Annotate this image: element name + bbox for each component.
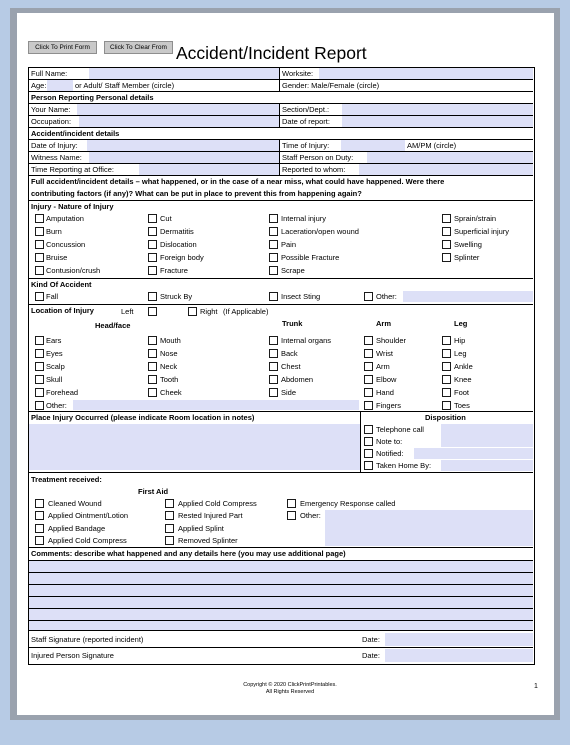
date-report-label: Date of report: [282, 117, 330, 126]
divider [29, 630, 533, 631]
col-divider [279, 68, 280, 79]
right-checkbox[interactable] [188, 307, 197, 316]
superficial-injury-checkbox[interactable] [442, 227, 451, 236]
time-injury-field[interactable] [341, 140, 405, 151]
scrape-checkbox[interactable] [269, 266, 278, 275]
divider [29, 278, 533, 279]
note-to-field[interactable] [441, 424, 533, 447]
treatment-header: Treatment received: [31, 475, 102, 484]
swelling-checkbox[interactable] [442, 240, 451, 249]
head-other-checkbox[interactable] [35, 401, 44, 410]
left-checkbox[interactable] [148, 307, 157, 316]
dislocation-checkbox[interactable] [148, 240, 157, 249]
elbow-label: Elbow [376, 375, 397, 384]
pain-label: Pain [281, 240, 297, 249]
treatment-other-label: Other: [300, 511, 321, 520]
side-label: Side [281, 388, 297, 397]
your-name-field[interactable] [77, 104, 279, 115]
occupation-label: Occupation: [31, 117, 72, 126]
hand-label: Hand [376, 388, 394, 397]
shoulder-checkbox[interactable] [364, 336, 373, 345]
nose-checkbox[interactable] [148, 349, 157, 358]
arm-item-label: Arm [376, 362, 390, 371]
cleaned-wound-checkbox[interactable] [35, 499, 44, 508]
clear-form-button[interactable]: Click To Clear From [104, 41, 173, 54]
rested-label: Rested Injured Part [178, 511, 243, 520]
hip-checkbox[interactable] [442, 336, 451, 345]
your-name-label: Your Name: [31, 105, 71, 114]
scalp-checkbox[interactable] [35, 362, 44, 371]
treatment-other-checkbox[interactable] [287, 511, 296, 520]
accident-report-form [28, 67, 535, 665]
forehead-checkbox[interactable] [35, 388, 44, 397]
eyes-checkbox[interactable] [35, 349, 44, 358]
elbow-checkbox[interactable] [364, 375, 373, 384]
emergency-label: Emergency Response called [300, 499, 396, 508]
laceration-checkbox[interactable] [269, 227, 278, 236]
right-label: Right [200, 307, 218, 316]
foot-checkbox[interactable] [442, 388, 451, 397]
staff-duty-label: Staff Person on Duty: [282, 153, 354, 162]
laceration-label: Laceration/open wound [281, 227, 359, 236]
sprain-label: Sprain/strain [454, 214, 497, 223]
taken-home-checkbox[interactable] [364, 461, 373, 470]
page-number: 1 [534, 683, 538, 690]
back-label: Back [281, 349, 298, 358]
comment-line [29, 572, 533, 573]
leg-checkbox[interactable] [442, 349, 451, 358]
witness-field[interactable] [89, 152, 279, 163]
fracture-checkbox[interactable] [148, 266, 157, 275]
burn-label: Burn [46, 227, 62, 236]
col-divider [279, 104, 280, 127]
leg-item-label: Leg [454, 349, 467, 358]
head-other-field[interactable] [73, 400, 359, 410]
hand-checkbox[interactable] [364, 388, 373, 397]
skull-label: Skull [46, 375, 63, 384]
chest-checkbox[interactable] [269, 362, 278, 371]
rights-text: All Rights Reserved [265, 689, 315, 695]
splint-checkbox[interactable] [165, 524, 174, 533]
sprain-checkbox[interactable] [442, 214, 451, 223]
reported-to-field[interactable] [359, 164, 533, 175]
adult-staff-label: or Adult/ Staff Member (circle) [75, 81, 175, 90]
neck-checkbox[interactable] [148, 362, 157, 371]
telephone-call-label: Telephone call [376, 425, 424, 434]
possible-fracture-label: Possible Fracture [281, 253, 340, 262]
first-aid-label: First Aid [138, 487, 169, 496]
dislocation-label: Dislocation [160, 240, 197, 249]
col-divider [279, 140, 280, 175]
ampm-label: AM/PM (circle) [407, 141, 457, 150]
cut-label: Cut [160, 214, 172, 223]
injured-date-label: Date: [362, 651, 380, 660]
place-header: Place Injury Occurred (please indicate Room location in notes) [31, 413, 255, 422]
place-notes-field[interactable] [29, 424, 360, 470]
neck-label: Neck [160, 362, 178, 371]
toes-label: Toes [454, 401, 470, 410]
burn-checkbox[interactable] [35, 227, 44, 236]
internal-organs-label: Internal organs [281, 336, 332, 345]
eyes-label: Eyes [46, 349, 63, 358]
cut-checkbox[interactable] [148, 214, 157, 223]
ointment-checkbox[interactable] [35, 511, 44, 520]
head-face-label: Head/face [95, 321, 131, 330]
date-injury-field[interactable] [87, 140, 279, 151]
scrape-label: Scrape [281, 266, 305, 275]
nose-label: Nose [160, 349, 178, 358]
cold-compress-2-label: Applied Cold Compress [178, 499, 257, 508]
possible-fracture-checkbox[interactable] [269, 253, 278, 262]
comment-line [29, 596, 533, 597]
skull-checkbox[interactable] [35, 375, 44, 384]
scalp-label: Scalp [46, 362, 65, 371]
taken-home-label: Taken Home By: [376, 461, 432, 470]
concussion-label: Concussion [46, 240, 86, 249]
section-label: Section/Dept.: [282, 105, 330, 114]
fracture-label: Fracture [160, 266, 188, 275]
head-other-label: Other: [46, 401, 67, 410]
internal-injury-checkbox[interactable] [269, 214, 278, 223]
struck-by-label: Struck By [160, 292, 193, 301]
ointment-label: Applied Ointment/Lotion [48, 511, 129, 520]
cold-compress-label: Applied Cold Compress [48, 536, 127, 545]
concussion-checkbox[interactable] [35, 240, 44, 249]
dermatitis-checkbox[interactable] [148, 227, 157, 236]
knee-label: Knee [454, 375, 472, 384]
fall-checkbox[interactable] [35, 292, 44, 301]
trunk-label: Trunk [282, 319, 303, 328]
occupation-field[interactable] [79, 116, 279, 127]
side-checkbox[interactable] [269, 388, 278, 397]
foreign-body-checkbox[interactable] [148, 253, 157, 262]
if-applicable-label: (If Applicable) [223, 307, 269, 316]
wrist-checkbox[interactable] [364, 349, 373, 358]
cold-compress-checkbox[interactable] [35, 536, 44, 545]
insect-sting-label: Insect Sting [281, 292, 321, 301]
kind-header: Kind Of Accident [31, 280, 92, 289]
bruise-checkbox[interactable] [35, 253, 44, 262]
amputation-label: Amputation [46, 214, 84, 223]
dermatitis-label: Dermatitis [160, 227, 194, 236]
insect-sting-checkbox[interactable] [269, 292, 278, 301]
fingers-label: Fingers [376, 401, 402, 410]
abdomen-label: Abdomen [281, 375, 314, 384]
notified-field[interactable] [414, 448, 533, 459]
telephone-call-checkbox[interactable] [364, 425, 373, 434]
full-details-line-1: Full accident/incident details – what happened, or in the case of a near miss, what could have happened. Were there [31, 177, 445, 186]
comments-header: Comments: describe what happened and any details here (you may use additional page) [31, 549, 346, 558]
foreign-body-label: Foreign body [160, 253, 204, 262]
divider [29, 304, 533, 305]
tooth-checkbox[interactable] [148, 375, 157, 384]
splint-label: Applied Splint [178, 524, 224, 533]
internal-organs-checkbox[interactable] [269, 336, 278, 345]
treatment-other-field[interactable] [325, 510, 533, 546]
print-form-button[interactable]: Click To Print Form [28, 41, 97, 54]
injury-header: Injury - Nature of Injury [31, 202, 114, 211]
pain-checkbox[interactable] [269, 240, 278, 249]
tooth-label: Tooth [160, 375, 179, 384]
abdomen-checkbox[interactable] [269, 375, 278, 384]
internal-injury-label: Internal injury [281, 214, 327, 223]
mouth-label: Mouth [160, 336, 181, 345]
cheek-label: Cheek [160, 388, 182, 397]
date-injury-label: Date of Injury: [31, 141, 78, 150]
foot-label: Foot [454, 388, 470, 397]
divider [29, 472, 533, 473]
kind-other-label: Other: [376, 292, 397, 301]
age-field[interactable] [47, 80, 73, 91]
note-to-label: Note to: [376, 437, 403, 446]
incident-header: Accident/incident details [31, 129, 120, 138]
reporting-header: Person Reporting Personal details [31, 93, 154, 102]
superficial-injury-label: Superficial injury [454, 227, 510, 236]
ears-checkbox[interactable] [35, 336, 44, 345]
bandage-checkbox[interactable] [35, 524, 44, 533]
fall-label: Fall [46, 292, 59, 301]
comment-line [29, 608, 533, 609]
arm-checkbox[interactable] [364, 362, 373, 371]
col-divider [360, 411, 361, 473]
disposition-header: Disposition [425, 413, 466, 422]
full-details-line-2: contributing factors (if any)? What can be put in place to prevent this from happening again? [31, 189, 362, 198]
comment-line [29, 584, 533, 585]
witness-label: Witness Name: [31, 153, 82, 162]
emergency-checkbox[interactable] [287, 499, 296, 508]
notified-checkbox[interactable] [364, 449, 373, 458]
removed-splinter-label: Removed Splinter [178, 536, 238, 545]
full-name-field[interactable] [89, 68, 279, 79]
wrist-label: Wrist [376, 349, 393, 358]
bandage-label: Applied Bandage [48, 524, 106, 533]
full-name-label: Full Name: [31, 69, 68, 78]
hip-label: Hip [454, 336, 466, 345]
worksite-label: Worksite: [282, 69, 314, 78]
rested-checkbox[interactable] [165, 511, 174, 520]
fingers-checkbox[interactable] [364, 401, 373, 410]
staff-date-label: Date: [362, 635, 380, 644]
footer [215, 682, 365, 696]
forehead-label: Forehead [46, 388, 79, 397]
time-reporting-label: Time Reporting at Office: [31, 165, 114, 174]
splinter-checkbox[interactable] [442, 253, 451, 262]
section-field[interactable] [342, 104, 533, 115]
comment-line [29, 620, 533, 621]
ears-label: Ears [46, 336, 62, 345]
left-label: Left [121, 307, 134, 316]
chest-label: Chest [281, 362, 301, 371]
staff-signature-label: Staff Signature (reported incident) [31, 635, 144, 644]
kind-other-field[interactable] [403, 291, 533, 302]
swelling-label: Swelling [454, 240, 482, 249]
col-divider [279, 80, 280, 91]
contusion-label: Contusion/crush [46, 266, 101, 275]
toes-checkbox[interactable] [442, 401, 451, 410]
staff-duty-field[interactable] [367, 152, 533, 163]
splinter-label: Splinter [454, 253, 480, 262]
kind-other-checkbox[interactable] [364, 292, 373, 301]
gender-label: Gender: Male/Female (circle) [282, 81, 380, 90]
ankle-label: Ankle [454, 362, 473, 371]
date-report-field[interactable] [342, 116, 533, 127]
cheek-checkbox[interactable] [148, 388, 157, 397]
struck-by-checkbox[interactable] [148, 292, 157, 301]
divider [29, 647, 533, 648]
form-title: Accident/Incident Report [176, 43, 367, 63]
amputation-checkbox[interactable] [35, 214, 44, 223]
reported-to-label: Reported to whom: [282, 165, 346, 174]
removed-splinter-checkbox[interactable] [165, 536, 174, 545]
ankle-checkbox[interactable] [442, 362, 451, 371]
leg-label: Leg [454, 319, 468, 328]
taken-home-field[interactable] [441, 460, 533, 471]
arm-label: Arm [376, 319, 392, 328]
notified-label: Notified: [376, 449, 404, 458]
time-reporting-field[interactable] [139, 164, 279, 175]
mouth-checkbox[interactable] [148, 336, 157, 345]
time-injury-label: Time of Injury: [282, 141, 330, 150]
contusion-checkbox[interactable] [35, 266, 44, 275]
injured-signature-label: Injured Person Signature [31, 651, 114, 660]
note-to-checkbox[interactable] [364, 437, 373, 446]
cold-compress-2-checkbox[interactable] [165, 499, 174, 508]
copyright-text: Copyright © 2020 ClickPrintPrintables. [243, 682, 337, 688]
staff-date-field[interactable] [385, 633, 533, 646]
injured-date-field[interactable] [385, 649, 533, 662]
age-label: Age: [31, 81, 47, 90]
knee-checkbox[interactable] [442, 375, 451, 384]
cleaned-wound-label: Cleaned Wound [48, 499, 102, 508]
shoulder-label: Shoulder [376, 336, 407, 345]
back-checkbox[interactable] [269, 349, 278, 358]
worksite-field[interactable] [319, 68, 533, 79]
bruise-label: Bruise [46, 253, 68, 262]
comment-line [29, 560, 533, 561]
location-header: Location of Injury [31, 306, 94, 315]
